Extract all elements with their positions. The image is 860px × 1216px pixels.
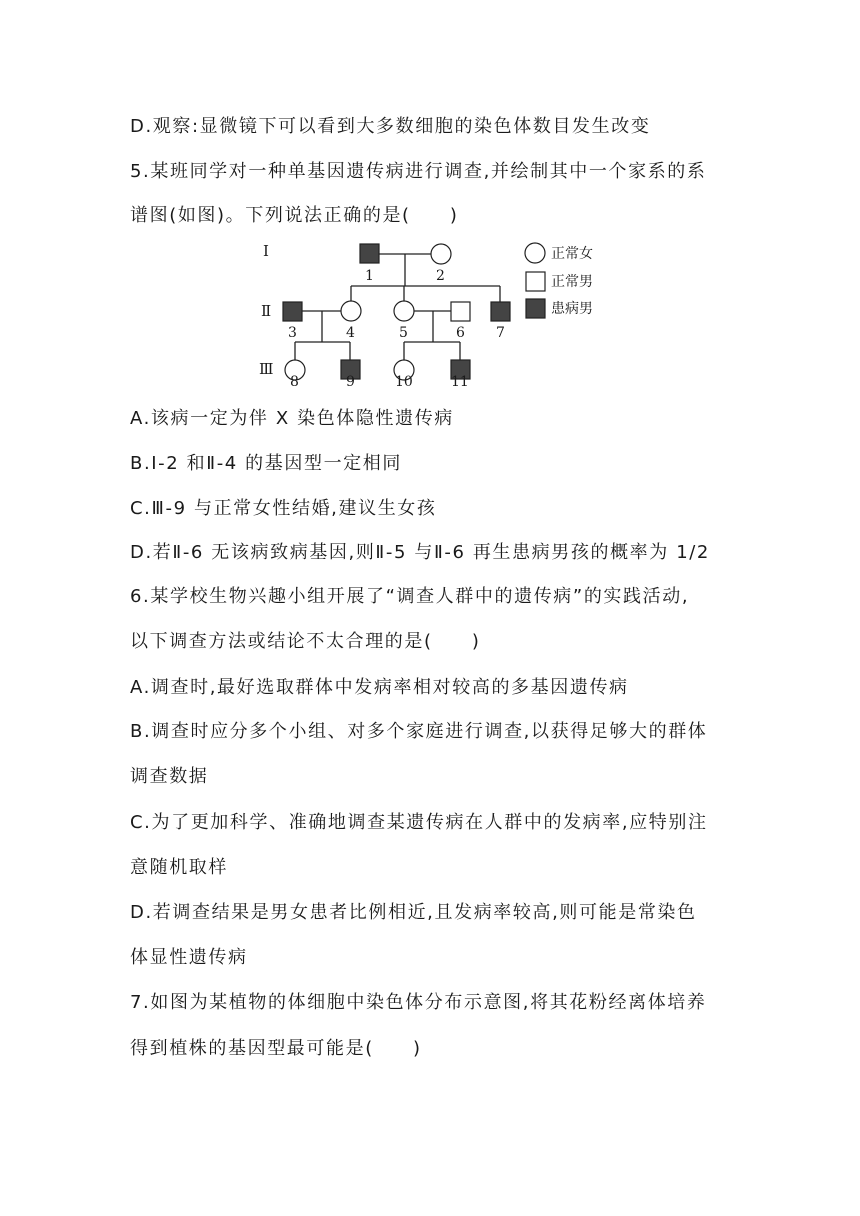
option-c-q6: C.为了更加科学、准确地调查某遗传病在人群中的发病率,应特别注 [130, 812, 708, 833]
legend-affected-male-label: 患病男 [551, 301, 593, 317]
option-b-q6: B.调查时应分多个小组、对多个家庭进行调查,以获得足够大的群体 [130, 721, 708, 742]
option-d-q6-cont: 体显性遗传病 [130, 947, 248, 968]
individual-label-ii6: 6 [456, 325, 465, 341]
individual-ii7-affected-male [491, 302, 510, 321]
individual-label-iii9: 9 [346, 374, 355, 386]
generation-label-3: Ⅲ [259, 360, 274, 378]
question-6-stem-cont: 以下调查方法或结论不太合理的是( ) [130, 631, 481, 652]
individual-ii6-normal-male [451, 302, 470, 321]
individual-ii4-normal-female [341, 301, 361, 321]
question-6-stem: 6.某学校生物兴趣小组开展了“调查人群中的遗传病”的实践活动, [130, 586, 690, 607]
generation-label-1: Ⅰ [263, 242, 269, 260]
individual-label-iii10: 10 [395, 374, 413, 386]
question-7-stem: 7.如图为某植物的体细胞中染色体分布示意图,将其花粉经离体培养 [130, 992, 707, 1013]
individual-label-iii11: 11 [451, 374, 469, 386]
option-a-q6: A.调查时,最好选取群体中发病率相对较高的多基因遗传病 [130, 677, 629, 698]
individual-ii5-normal-female [394, 301, 414, 321]
individual-label-i1: 1 [365, 268, 374, 284]
question-5-stem-cont: 谱图(如图)。下列说法正确的是( ) [130, 205, 459, 226]
question-7-stem-cont: 得到植株的基因型最可能是( ) [130, 1038, 422, 1059]
individual-label-iii8: 8 [290, 374, 299, 386]
legend-normal-male-symbol [526, 272, 545, 291]
individual-label-ii3: 3 [288, 325, 297, 341]
legend-normal-male-label: 正常男 [551, 274, 593, 290]
option-d-q5: D.若Ⅱ-6 无该病致病基因,则Ⅱ-5 与Ⅱ-6 再生患病男孩的概率为 1/2 [130, 542, 710, 563]
legend-normal-female-label: 正常女 [551, 246, 593, 262]
individual-label-ii7: 7 [496, 325, 505, 341]
option-b-q6-cont: 调查数据 [130, 766, 209, 787]
generation-label-2: Ⅱ [261, 302, 272, 320]
option-c-q6-cont: 意随机取样 [130, 857, 228, 878]
option-a-q5: A.该病一定为伴 X 染色体隐性遗传病 [130, 408, 454, 429]
option-c-q5: C.Ⅲ-9 与正常女性结婚,建议生女孩 [130, 498, 437, 519]
option-d-q4: D.观察:显微镜下可以看到大多数细胞的染色体数目发生改变 [130, 116, 651, 137]
individual-label-ii4: 4 [346, 325, 355, 341]
individual-label-i2: 2 [436, 268, 445, 284]
individual-i2-normal-female [431, 244, 451, 264]
option-b-q5: B.Ⅰ-2 和Ⅱ-4 的基因型一定相同 [130, 453, 402, 474]
legend-normal-female-symbol [525, 243, 545, 263]
individual-ii3-affected-male [283, 302, 302, 321]
individual-i1-affected-male [360, 244, 379, 263]
option-d-q6: D.若调查结果是男女患者比例相近,且发病率较高,则可能是常染色 [130, 902, 697, 923]
legend-affected-male-symbol [526, 299, 545, 318]
individual-label-ii5: 5 [399, 325, 408, 341]
question-5-stem: 5.某班同学对一种单基因遗传病进行调查,并绘制其中一个家系的系 [130, 161, 707, 182]
pedigree-chart [255, 236, 615, 386]
